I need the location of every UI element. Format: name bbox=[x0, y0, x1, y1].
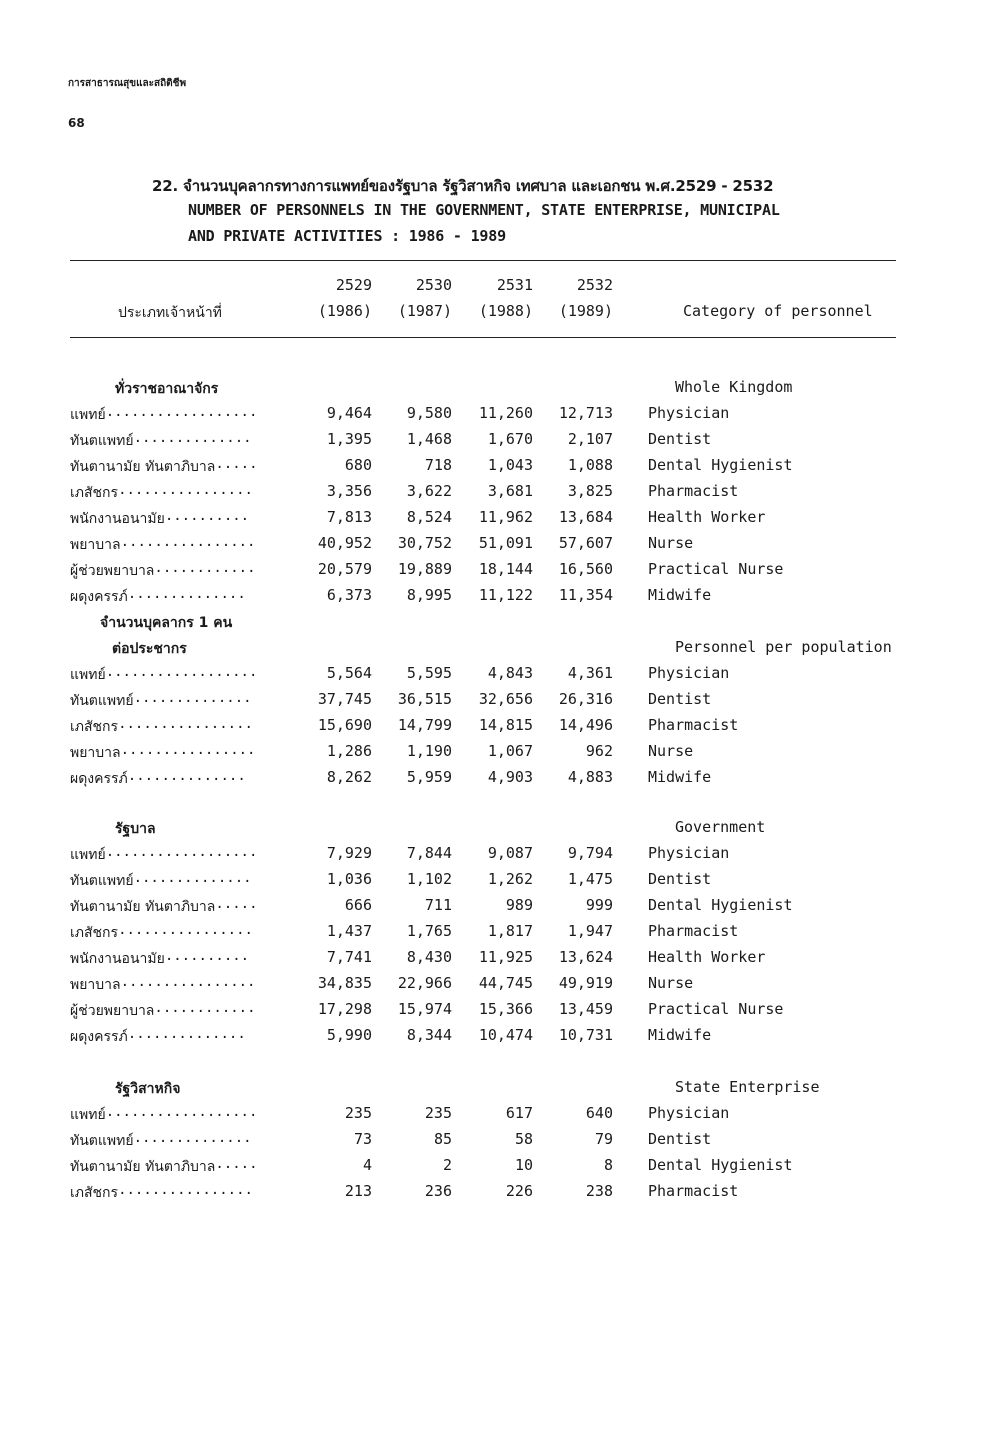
table-cell: 14,496 bbox=[558, 716, 613, 734]
table-cell: 8,430 bbox=[406, 948, 452, 966]
row-label-thai: ทันตแพทย์ .............. bbox=[70, 690, 252, 709]
table-cell: 57,607 bbox=[558, 534, 613, 552]
table-cell: 15,366 bbox=[478, 1000, 533, 1018]
year-ce-header: (1988) bbox=[478, 302, 533, 320]
row-label-english: Dental Hygienist bbox=[648, 1156, 793, 1174]
table-cell: 32,656 bbox=[478, 690, 533, 708]
table-cell: 19,889 bbox=[397, 560, 452, 578]
row-label-english: Midwife bbox=[648, 1026, 712, 1044]
row-label-english: Pharmacist bbox=[648, 716, 739, 734]
leader-dots: ..... bbox=[215, 456, 258, 472]
table-cell: 235 bbox=[424, 1104, 452, 1122]
leader-dots: ................ bbox=[120, 742, 256, 758]
row-label-thai: ทันตานามัย ทันตาภิบาล ..... bbox=[70, 896, 258, 915]
leader-dots: ..... bbox=[215, 896, 258, 912]
table-cell: 4,361 bbox=[567, 664, 613, 682]
table-cell: 1,190 bbox=[406, 742, 452, 760]
table-cell: 11,354 bbox=[558, 586, 613, 604]
leader-dots: .................. bbox=[105, 844, 258, 860]
section-title-thai: รัฐวิสาหกิจ bbox=[115, 1081, 181, 1097]
table-cell: 213 bbox=[344, 1182, 372, 1200]
section-title-english: State Enterprise bbox=[675, 1078, 820, 1096]
leader-dots: ............ bbox=[154, 560, 256, 576]
leader-dots: ................ bbox=[118, 482, 253, 498]
table-row bbox=[0, 1000, 990, 1026]
row-label-english: Physician bbox=[648, 1104, 730, 1122]
row-label-thai: ผดุงครรภ์ .............. bbox=[70, 586, 246, 605]
year-ce-header: (1986) bbox=[317, 302, 372, 320]
table-row bbox=[0, 922, 990, 948]
table-cell: 1,437 bbox=[326, 922, 372, 940]
row-label-english: Practical Nurse bbox=[648, 1000, 784, 1018]
table-cell: 13,459 bbox=[558, 1000, 613, 1018]
row-label-thai: แพทย์ .................. bbox=[70, 844, 258, 863]
table-cell: 3,681 bbox=[487, 482, 533, 500]
table-cell: 36,515 bbox=[397, 690, 452, 708]
table-row bbox=[0, 690, 990, 716]
table-cell: 17,298 bbox=[317, 1000, 372, 1018]
table-title-thai: 22. จำนวนบุคลากรทางการแพทย์ของรัฐบาล รัฐวิสาหกิจ เทศบาล และเอกชน พ.ศ.2529 - 2532 bbox=[152, 177, 774, 195]
row-label-thai: แพทย์ .................. bbox=[70, 1104, 258, 1123]
table-cell: 1,817 bbox=[487, 922, 533, 940]
table-cell: 3,825 bbox=[567, 482, 613, 500]
leader-dots: ................ bbox=[118, 716, 253, 732]
section-title-english: Whole Kingdom bbox=[675, 378, 793, 396]
row-label-thai: ผู้ช่วยพยาบาล ............ bbox=[70, 560, 256, 579]
leader-dots: .................. bbox=[105, 404, 258, 420]
table-cell: 13,624 bbox=[558, 948, 613, 966]
table-row bbox=[0, 768, 990, 794]
row-label-thai: พนักงานอนามัย .......... bbox=[70, 508, 250, 527]
row-label-thai: ผดุงครรภ์ .............. bbox=[70, 768, 246, 787]
section-header bbox=[0, 378, 990, 404]
header-rule bbox=[70, 337, 896, 338]
table-cell: 8 bbox=[603, 1156, 613, 1174]
row-label-english: Physician bbox=[648, 404, 730, 422]
table-cell: 10,474 bbox=[478, 1026, 533, 1044]
table-row bbox=[0, 1104, 990, 1130]
table-cell: 1,395 bbox=[326, 430, 372, 448]
row-label-thai: พยาบาล ................ bbox=[70, 974, 256, 993]
table-cell: 11,962 bbox=[478, 508, 533, 526]
table-row bbox=[0, 664, 990, 690]
leader-dots: .............. bbox=[133, 430, 252, 446]
leader-dots: ................ bbox=[118, 1182, 253, 1198]
table-cell: 962 bbox=[585, 742, 613, 760]
table-cell: 999 bbox=[585, 896, 613, 914]
year-be-header: 2531 bbox=[496, 276, 533, 294]
row-label-english: Pharmacist bbox=[648, 922, 739, 940]
table-cell: 5,595 bbox=[406, 664, 452, 682]
row-label-english: Pharmacist bbox=[648, 482, 739, 500]
table-cell: 226 bbox=[505, 1182, 533, 1200]
section-title-thai: ต่อประชากร bbox=[112, 641, 187, 657]
table-cell: 44,745 bbox=[478, 974, 533, 992]
table-row bbox=[0, 534, 990, 560]
section-header bbox=[0, 638, 990, 664]
section-header bbox=[0, 818, 990, 844]
table-cell: 1,262 bbox=[487, 870, 533, 888]
english-category-header: Category of personnel bbox=[683, 302, 873, 320]
table-cell: 1,067 bbox=[487, 742, 533, 760]
row-label-thai: ทันตานามัย ทันตาภิบาล ..... bbox=[70, 456, 258, 475]
row-label-thai: แพทย์ .................. bbox=[70, 404, 258, 423]
table-cell: 8,995 bbox=[406, 586, 452, 604]
row-label-english: Dentist bbox=[648, 1130, 712, 1148]
table-cell: 5,959 bbox=[406, 768, 452, 786]
table-cell: 30,752 bbox=[397, 534, 452, 552]
table-cell: 235 bbox=[344, 1104, 372, 1122]
table-cell: 989 bbox=[505, 896, 533, 914]
year-be-header: 2532 bbox=[576, 276, 613, 294]
table-row bbox=[0, 870, 990, 896]
table-cell: 51,091 bbox=[478, 534, 533, 552]
table-cell: 11,122 bbox=[478, 586, 533, 604]
table-cell: 11,260 bbox=[478, 404, 533, 422]
row-label-english: Practical Nurse bbox=[648, 560, 784, 578]
table-cell: 7,741 bbox=[326, 948, 372, 966]
table-cell: 7,813 bbox=[326, 508, 372, 526]
table-row bbox=[0, 508, 990, 534]
table-cell: 640 bbox=[585, 1104, 613, 1122]
table-cell: 1,043 bbox=[487, 456, 533, 474]
top-rule bbox=[70, 260, 896, 261]
leader-dots: .............. bbox=[133, 690, 252, 706]
table-cell: 58 bbox=[514, 1130, 533, 1148]
table-cell: 8,262 bbox=[326, 768, 372, 786]
table-cell: 40,952 bbox=[317, 534, 372, 552]
row-label-thai: พยาบาล ................ bbox=[70, 534, 256, 553]
table-cell: 34,835 bbox=[317, 974, 372, 992]
table-row bbox=[0, 560, 990, 586]
table-cell: 10 bbox=[514, 1156, 533, 1174]
table-row bbox=[0, 1182, 990, 1208]
row-label-thai: พนักงานอนามัย .......... bbox=[70, 948, 250, 967]
leader-dots: ................ bbox=[118, 922, 253, 938]
leader-dots: .......... bbox=[164, 508, 250, 524]
row-label-thai: เภสัชกร ................ bbox=[70, 482, 253, 501]
leader-dots: .......... bbox=[164, 948, 250, 964]
table-cell: 20,579 bbox=[317, 560, 372, 578]
section-title-thai: รัฐบาล bbox=[115, 821, 156, 837]
table-cell: 85 bbox=[433, 1130, 452, 1148]
table-row bbox=[0, 404, 990, 430]
table-row bbox=[0, 1026, 990, 1052]
thai-category-header: ประเภทเจ้าหน้าที่ bbox=[118, 305, 222, 321]
table-cell: 1,670 bbox=[487, 430, 533, 448]
row-label-english: Nurse bbox=[648, 742, 694, 760]
table-row bbox=[0, 586, 990, 612]
table-cell: 4,903 bbox=[487, 768, 533, 786]
table-cell: 26,316 bbox=[558, 690, 613, 708]
table-cell: 13,684 bbox=[558, 508, 613, 526]
table-row bbox=[0, 948, 990, 974]
table-cell: 8,344 bbox=[406, 1026, 452, 1044]
page-number: 68 bbox=[68, 116, 85, 130]
table-row bbox=[0, 742, 990, 768]
row-label-english: Health Worker bbox=[648, 508, 766, 526]
row-label-thai: เภสัชกร ................ bbox=[70, 922, 253, 941]
table-cell: 9,794 bbox=[567, 844, 613, 862]
table-row bbox=[0, 482, 990, 508]
table-cell: 7,929 bbox=[326, 844, 372, 862]
row-label-thai: แพทย์ .................. bbox=[70, 664, 258, 683]
section-title-thai: จำนวนบุคลากร 1 คน bbox=[100, 615, 233, 631]
table-cell: 5,564 bbox=[326, 664, 372, 682]
leader-dots: ............ bbox=[154, 1000, 256, 1016]
row-label-english: Dental Hygienist bbox=[648, 896, 793, 914]
table-cell: 2,107 bbox=[567, 430, 613, 448]
table-row bbox=[0, 716, 990, 742]
table-cell: 5,990 bbox=[326, 1026, 372, 1044]
leader-dots: ................ bbox=[120, 974, 256, 990]
row-label-english: Nurse bbox=[648, 974, 694, 992]
row-label-thai: ทันตแพทย์ .............. bbox=[70, 1130, 252, 1149]
row-label-thai: พยาบาล ................ bbox=[70, 742, 256, 761]
table-cell: 711 bbox=[424, 896, 452, 914]
table-cell: 617 bbox=[505, 1104, 533, 1122]
table-cell: 73 bbox=[353, 1130, 372, 1148]
running-head: การสาธารณสุขและสถิติชีพ bbox=[68, 78, 187, 89]
section-header bbox=[0, 612, 990, 638]
table-cell: 4,883 bbox=[567, 768, 613, 786]
table-cell: 238 bbox=[585, 1182, 613, 1200]
row-label-english: Midwife bbox=[648, 586, 712, 604]
row-label-thai: ผดุงครรภ์ .............. bbox=[70, 1026, 246, 1045]
table-cell: 718 bbox=[424, 456, 452, 474]
table-cell: 10,731 bbox=[558, 1026, 613, 1044]
table-title-english-line2: AND PRIVATE ACTIVITIES : 1986 - 1989 bbox=[188, 227, 506, 245]
row-label-english: Dentist bbox=[648, 870, 712, 888]
row-label-english: Midwife bbox=[648, 768, 712, 786]
leader-dots: .............. bbox=[133, 1130, 252, 1146]
table-cell: 3,356 bbox=[326, 482, 372, 500]
table-cell: 37,745 bbox=[317, 690, 372, 708]
table-cell: 666 bbox=[344, 896, 372, 914]
leader-dots: .............. bbox=[127, 768, 246, 784]
table-cell: 7,844 bbox=[406, 844, 452, 862]
table-cell: 15,974 bbox=[397, 1000, 452, 1018]
table-cell: 4 bbox=[362, 1156, 372, 1174]
table-cell: 9,464 bbox=[326, 404, 372, 422]
leader-dots: .............. bbox=[127, 1026, 246, 1042]
table-cell: 1,765 bbox=[406, 922, 452, 940]
row-label-thai: ทันตานามัย ทันตาภิบาล ..... bbox=[70, 1156, 258, 1175]
row-label-english: Physician bbox=[648, 664, 730, 682]
leader-dots: .............. bbox=[133, 870, 252, 886]
row-label-english: Pharmacist bbox=[648, 1182, 739, 1200]
table-cell: 14,799 bbox=[397, 716, 452, 734]
table-cell: 9,087 bbox=[487, 844, 533, 862]
table-cell: 11,925 bbox=[478, 948, 533, 966]
table-cell: 18,144 bbox=[478, 560, 533, 578]
row-label-thai: เภสัชกร ................ bbox=[70, 716, 253, 735]
year-ce-header: (1987) bbox=[397, 302, 452, 320]
year-be-header: 2530 bbox=[415, 276, 452, 294]
table-cell: 680 bbox=[344, 456, 372, 474]
leader-dots: .................. bbox=[105, 664, 258, 680]
row-label-english: Dentist bbox=[648, 690, 712, 708]
table-cell: 12,713 bbox=[558, 404, 613, 422]
row-label-thai: เภสัชกร ................ bbox=[70, 1182, 253, 1201]
table-cell: 79 bbox=[594, 1130, 613, 1148]
table-cell: 15,690 bbox=[317, 716, 372, 734]
table-cell: 49,919 bbox=[558, 974, 613, 992]
table-cell: 9,580 bbox=[406, 404, 452, 422]
table-row bbox=[0, 844, 990, 870]
table-cell: 1,947 bbox=[567, 922, 613, 940]
year-ce-header: (1989) bbox=[558, 302, 613, 320]
leader-dots: ................ bbox=[120, 534, 256, 550]
table-row bbox=[0, 456, 990, 482]
row-label-thai: ผู้ช่วยพยาบาล ............ bbox=[70, 1000, 256, 1019]
row-label-thai: ทันตแพทย์ .............. bbox=[70, 870, 252, 889]
table-cell: 1,475 bbox=[567, 870, 613, 888]
table-row bbox=[0, 1130, 990, 1156]
table-cell: 2 bbox=[442, 1156, 452, 1174]
row-label-english: Health Worker bbox=[648, 948, 766, 966]
table-title-english-line1: NUMBER OF PERSONNELS IN THE GOVERNMENT, STATE ENTERPRISE, MUNICIPAL bbox=[188, 201, 780, 219]
table-cell: 8,524 bbox=[406, 508, 452, 526]
table-cell: 3,622 bbox=[406, 482, 452, 500]
table-cell: 4,843 bbox=[487, 664, 533, 682]
row-label-thai: ทันตแพทย์ .............. bbox=[70, 430, 252, 449]
leader-dots: ..... bbox=[215, 1156, 258, 1172]
table-cell: 1,286 bbox=[326, 742, 372, 760]
table-cell: 1,468 bbox=[406, 430, 452, 448]
table-cell: 236 bbox=[424, 1182, 452, 1200]
table-row bbox=[0, 1156, 990, 1182]
year-be-header: 2529 bbox=[335, 276, 372, 294]
table-cell: 6,373 bbox=[326, 586, 372, 604]
section-title-english: Government bbox=[675, 818, 766, 836]
section-title-english: Personnel per population bbox=[675, 638, 892, 656]
row-label-english: Dental Hygienist bbox=[648, 456, 793, 474]
table-row bbox=[0, 974, 990, 1000]
table-cell: 1,088 bbox=[567, 456, 613, 474]
table-cell: 16,560 bbox=[558, 560, 613, 578]
leader-dots: .............. bbox=[127, 586, 246, 602]
row-label-english: Nurse bbox=[648, 534, 694, 552]
table-row bbox=[0, 430, 990, 456]
table-cell: 1,102 bbox=[406, 870, 452, 888]
row-label-english: Physician bbox=[648, 844, 730, 862]
row-label-english: Dentist bbox=[648, 430, 712, 448]
table-cell: 1,036 bbox=[326, 870, 372, 888]
table-row bbox=[0, 896, 990, 922]
leader-dots: .................. bbox=[105, 1104, 258, 1120]
section-header bbox=[0, 1078, 990, 1104]
table-cell: 22,966 bbox=[397, 974, 452, 992]
table-cell: 14,815 bbox=[478, 716, 533, 734]
section-title-thai: ทั่วราชอาณาจักร bbox=[115, 381, 219, 397]
